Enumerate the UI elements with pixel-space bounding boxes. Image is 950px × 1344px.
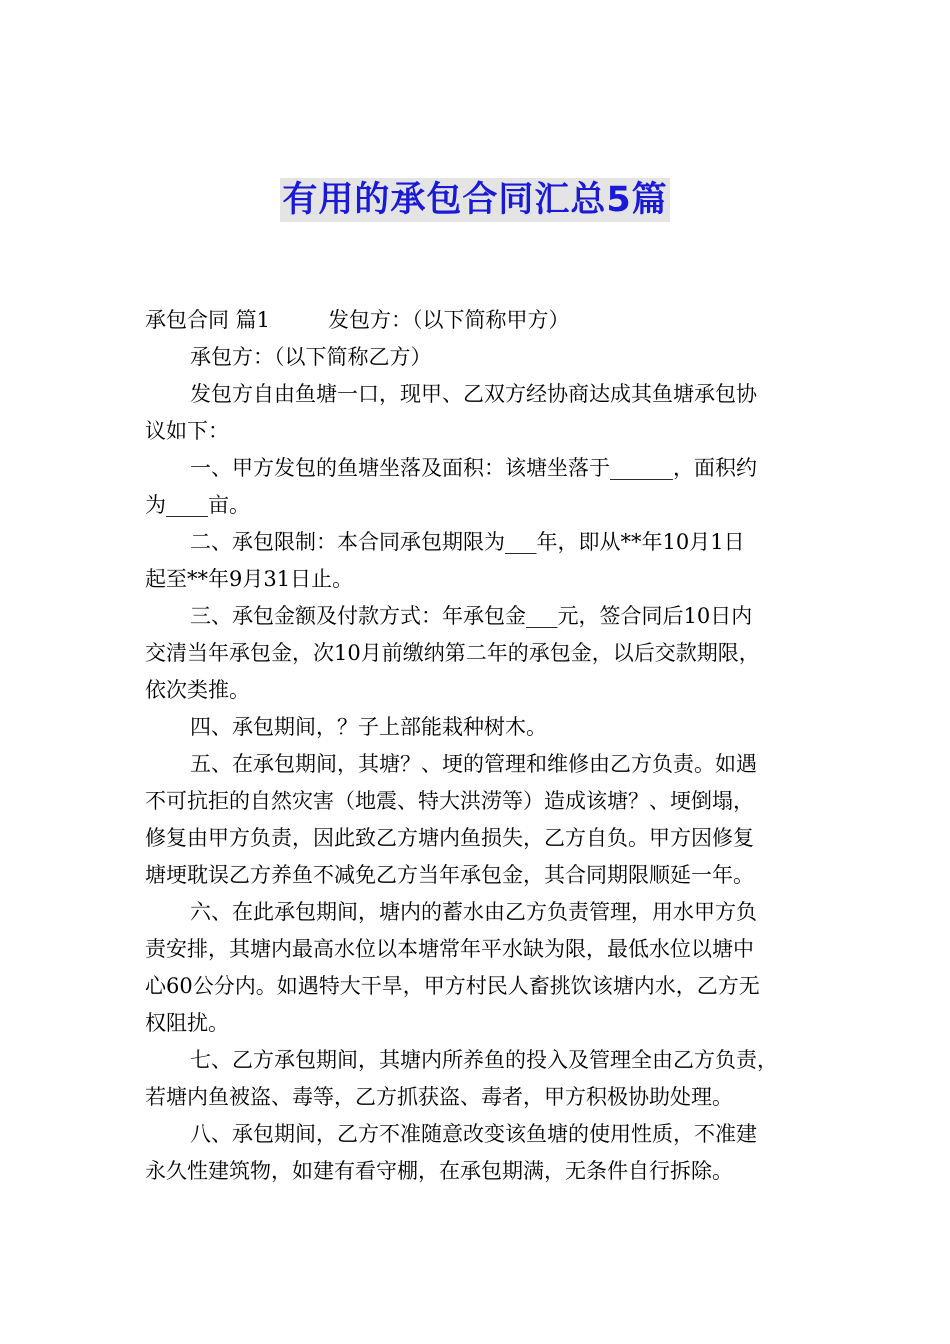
text-line: 发包方自由鱼塘一口，现甲、乙双方经协商达成其鱼塘承包协 [190, 382, 757, 406]
document-title: 有用的承包合同汇总5篇 [282, 180, 668, 220]
text-line: 承包方：（以下简称乙方） [190, 345, 432, 369]
text-line: 不可抗拒的自然灾害（地震、特大洪涝等）造成该塘？、埂倒塌， [145, 789, 754, 813]
text-line: 五、在承包期间，其塘？、埂的管理和维修由乙方负责。如遇 [190, 752, 757, 776]
text-line: 四、承包期间，？子上部能栽种树木。 [190, 715, 547, 739]
document-body [145, 302, 810, 1190]
text-line: 三、承包金额及付款方式：年承包金___元，签合同后10日内 [190, 604, 753, 628]
text-line: 六、在此承包期间，塘内的蓄水由乙方负责管理，用水甲方负 [190, 900, 757, 924]
text-line: 七、乙方承包期间，其塘内所养鱼的投入及管理全由乙方负责， [190, 1048, 778, 1072]
section-header-line [145, 302, 810, 339]
text-line: 责安排，其塘内最高水位以本塘常年平水缺为限，最低水位以塘中 [145, 937, 754, 961]
text-line: 一、甲方发包的鱼塘坐落及面积：该塘坐落于______，面积约 [190, 456, 757, 480]
text-line: 二、承包限制：本合同承包期限为___年，即从**年10月1日 [190, 530, 745, 554]
section-heading: 承包合同 篇1 [145, 308, 271, 332]
text-line: 塘埂耽误乙方养鱼不减免乙方当年承包金，其合同期限顺延一年。 [145, 863, 754, 887]
text-line: 起至**年9月31日止。 [145, 567, 354, 591]
text-line: 若塘内鱼被盗、毒等，乙方抓获盗、毒者，甲方积极协助处理。 [145, 1085, 733, 1109]
text-line: 交清当年承包金，次10月前缴纳第二年的承包金，以后交款期限， [145, 641, 760, 665]
text-line: 永久性建筑物，如建有看守棚，在承包期满，无条件自行拆除。 [145, 1159, 733, 1183]
text-line: 依次类推。 [145, 678, 250, 702]
text-line: 心60公分内。如遇特大干旱，甲方村民人畜挑饮该塘内水，乙方无 [145, 974, 760, 998]
issuer-line: 发包方：（以下简称甲方） [328, 308, 570, 332]
text-line: 议如下： [145, 419, 229, 443]
title-container [0, 178, 950, 222]
text-line: 权阻扰。 [145, 1011, 229, 1035]
text-line: 为____亩。 [145, 493, 250, 517]
text-line: 修复由甲方负责，因此致乙方塘内鱼损失，乙方自负。甲方因修复 [145, 826, 754, 850]
text-line: 八、承包期间，乙方不准随意改变该鱼塘的使用性质，不准建 [190, 1122, 757, 1146]
